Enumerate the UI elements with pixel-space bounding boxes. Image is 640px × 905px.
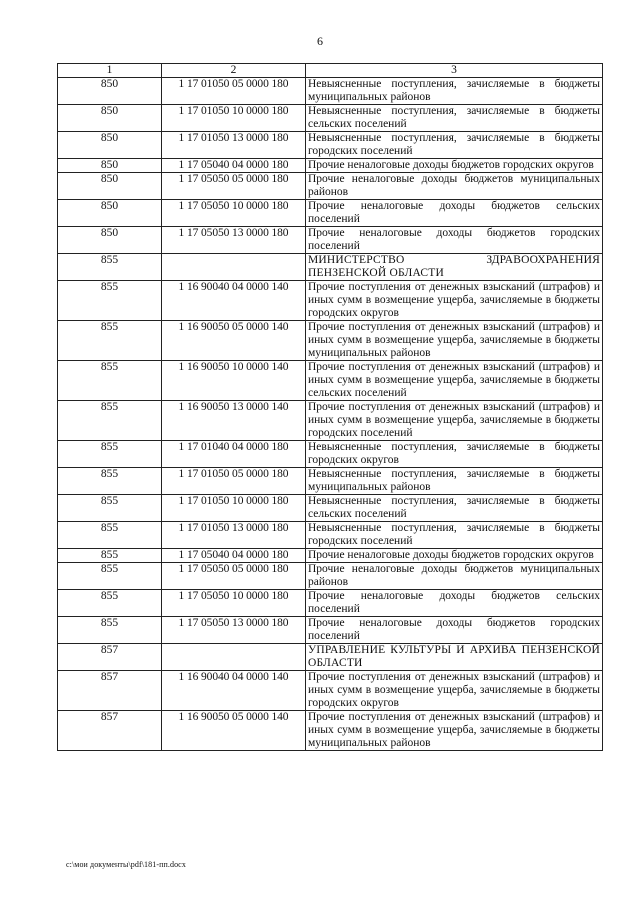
description-cell: Прочие неналоговые доходы бюджетов городских поселений: [306, 617, 603, 644]
description-cell: Прочие поступления от денежных взысканий (штрафов) и иных сумм в возмещение ущерба, зачисляемые в бюджеты сельских поселений: [306, 361, 603, 401]
admin-code-cell: 855: [58, 441, 162, 468]
admin-code-cell: 855: [58, 495, 162, 522]
description-cell: Невыясненные поступления, зачисляемые в бюджеты городских поселений: [306, 522, 603, 549]
admin-code-cell: 855: [58, 590, 162, 617]
table-row: [58, 200, 603, 227]
revenue-code-cell: 1 16 90050 10 0000 140: [162, 361, 306, 401]
table-row: [58, 522, 603, 549]
admin-code-cell: 850: [58, 200, 162, 227]
admin-code-cell: 855: [58, 401, 162, 441]
table-row: [58, 711, 603, 751]
column-header-description: 3: [306, 64, 603, 78]
description-cell: Прочие поступления от денежных взысканий (штрафов) и иных сумм в возмещение ущерба, зачисляемые в бюджеты городских округов: [306, 281, 603, 321]
description-cell: Прочие неналоговые доходы бюджетов муниципальных районов: [306, 173, 603, 200]
revenue-code-cell: 1 17 01050 13 0000 180: [162, 132, 306, 159]
revenue-code-cell: 1 17 01050 13 0000 180: [162, 522, 306, 549]
table-header-row: [58, 64, 603, 78]
table-row: [58, 401, 603, 441]
revenue-code-cell: 1 16 90040 04 0000 140: [162, 281, 306, 321]
revenue-code-cell: 1 17 05050 05 0000 180: [162, 563, 306, 590]
table-row: [58, 563, 603, 590]
description-cell: Невыясненные поступления, зачисляемые в бюджеты муниципальных районов: [306, 78, 603, 105]
column-header-revenue-code: 2: [162, 64, 306, 78]
admin-code-cell: 850: [58, 78, 162, 105]
revenue-code-cell: 1 17 05050 05 0000 180: [162, 173, 306, 200]
description-cell: Невыясненные поступления, зачисляемые в бюджеты сельских поселений: [306, 495, 603, 522]
section-heading-row: [58, 644, 603, 671]
revenue-code-cell: 1 17 01040 04 0000 180: [162, 441, 306, 468]
table-row: [58, 227, 603, 254]
admin-code-cell: 855: [58, 549, 162, 563]
admin-code-cell: 855: [58, 254, 162, 281]
description-cell: Прочие неналоговые доходы бюджетов муниципальных районов: [306, 563, 603, 590]
revenue-code-cell: 1 17 05050 13 0000 180: [162, 617, 306, 644]
revenue-code-cell: 1 17 05050 13 0000 180: [162, 227, 306, 254]
table-row: [58, 173, 603, 200]
revenue-code-cell: 1 17 05050 10 0000 180: [162, 200, 306, 227]
admin-code-cell: 850: [58, 159, 162, 173]
admin-code-cell: 855: [58, 321, 162, 361]
revenue-code-cell: 1 17 01050 05 0000 180: [162, 78, 306, 105]
description-cell: Прочие поступления от денежных взысканий (штрафов) и иных сумм в возмещение ущерба, зачисляемые в бюджеты городских округов: [306, 671, 603, 711]
description-cell: Невыясненные поступления, зачисляемые в бюджеты городских округов: [306, 441, 603, 468]
admin-code-cell: 855: [58, 468, 162, 495]
admin-code-cell: 850: [58, 132, 162, 159]
revenue-code-cell: 1 16 90050 05 0000 140: [162, 321, 306, 361]
section-heading-cell: МИНИСТЕРСТВО ЗДРАВООХРАНЕНИЯ ПЕНЗЕНСКОЙ ОБЛАСТИ: [306, 254, 603, 281]
description-cell: Прочие неналоговые доходы бюджетов городских округов: [306, 549, 603, 563]
admin-code-cell: 855: [58, 361, 162, 401]
description-cell: Прочие неналоговые доходы бюджетов городских поселений: [306, 227, 603, 254]
table-row: [58, 105, 603, 132]
admin-code-cell: 850: [58, 173, 162, 200]
table-row: [58, 132, 603, 159]
table-row: [58, 495, 603, 522]
admin-code-cell: 850: [58, 105, 162, 132]
admin-code-cell: 855: [58, 522, 162, 549]
table-body: [58, 78, 603, 751]
revenue-code-cell: 1 17 01050 10 0000 180: [162, 105, 306, 132]
revenue-code-cell: 1 17 01050 05 0000 180: [162, 468, 306, 495]
description-cell: Прочие неналоговые доходы бюджетов сельских поселений: [306, 590, 603, 617]
admin-code-cell: 857: [58, 711, 162, 751]
column-header-admin-code: 1: [58, 64, 162, 78]
admin-code-cell: 857: [58, 671, 162, 711]
description-cell: Прочие поступления от денежных взысканий (штрафов) и иных сумм в возмещение ущерба, зачисляемые в бюджеты муниципальных районов: [306, 711, 603, 751]
admin-code-cell: 855: [58, 563, 162, 590]
table-row: [58, 321, 603, 361]
description-cell: Невыясненные поступления, зачисляемые в бюджеты городских поселений: [306, 132, 603, 159]
admin-code-cell: 857: [58, 644, 162, 671]
revenue-code-cell: 1 17 05040 04 0000 180: [162, 549, 306, 563]
table-row: [58, 159, 603, 173]
revenue-code-cell: 1 17 01050 10 0000 180: [162, 495, 306, 522]
table-row: [58, 671, 603, 711]
description-cell: Прочие поступления от денежных взысканий (штрафов) и иных сумм в возмещение ущерба, зачисляемые в бюджеты городских поселений: [306, 401, 603, 441]
revenue-code-cell: [162, 644, 306, 671]
admin-code-cell: 855: [58, 281, 162, 321]
revenue-codes-table: [57, 63, 603, 751]
description-cell: Прочие поступления от денежных взысканий (штрафов) и иных сумм в возмещение ущерба, зачисляемые в бюджеты муниципальных районов: [306, 321, 603, 361]
file-path-footer: c:\мои документы\pdf\181-пп.docx: [66, 860, 186, 869]
description-cell: Невыясненные поступления, зачисляемые в бюджеты сельских поселений: [306, 105, 603, 132]
table-row: [58, 590, 603, 617]
table-row: [58, 281, 603, 321]
admin-code-cell: 855: [58, 617, 162, 644]
revenue-code-cell: 1 17 05040 04 0000 180: [162, 159, 306, 173]
section-heading-row: [58, 254, 603, 281]
table-row: [58, 549, 603, 563]
table-row: [58, 78, 603, 105]
revenue-code-cell: 1 16 90050 13 0000 140: [162, 401, 306, 441]
section-heading-cell: УПРАВЛЕНИЕ КУЛЬТУРЫ И АРХИВА ПЕНЗЕНСКОЙ ОБЛАСТИ: [306, 644, 603, 671]
admin-code-cell: 850: [58, 227, 162, 254]
table-row: [58, 617, 603, 644]
table-row: [58, 361, 603, 401]
description-cell: Невыясненные поступления, зачисляемые в бюджеты муниципальных районов: [306, 468, 603, 495]
page-number: 6: [317, 34, 323, 48]
revenue-code-cell: [162, 254, 306, 281]
revenue-code-cell: 1 17 05050 10 0000 180: [162, 590, 306, 617]
table-row: [58, 441, 603, 468]
table-row: [58, 468, 603, 495]
revenue-code-cell: 1 16 90040 04 0000 140: [162, 671, 306, 711]
description-cell: Прочие неналоговые доходы бюджетов сельских поселений: [306, 200, 603, 227]
description-cell: Прочие неналоговые доходы бюджетов городских округов: [306, 159, 603, 173]
revenue-code-cell: 1 16 90050 05 0000 140: [162, 711, 306, 751]
